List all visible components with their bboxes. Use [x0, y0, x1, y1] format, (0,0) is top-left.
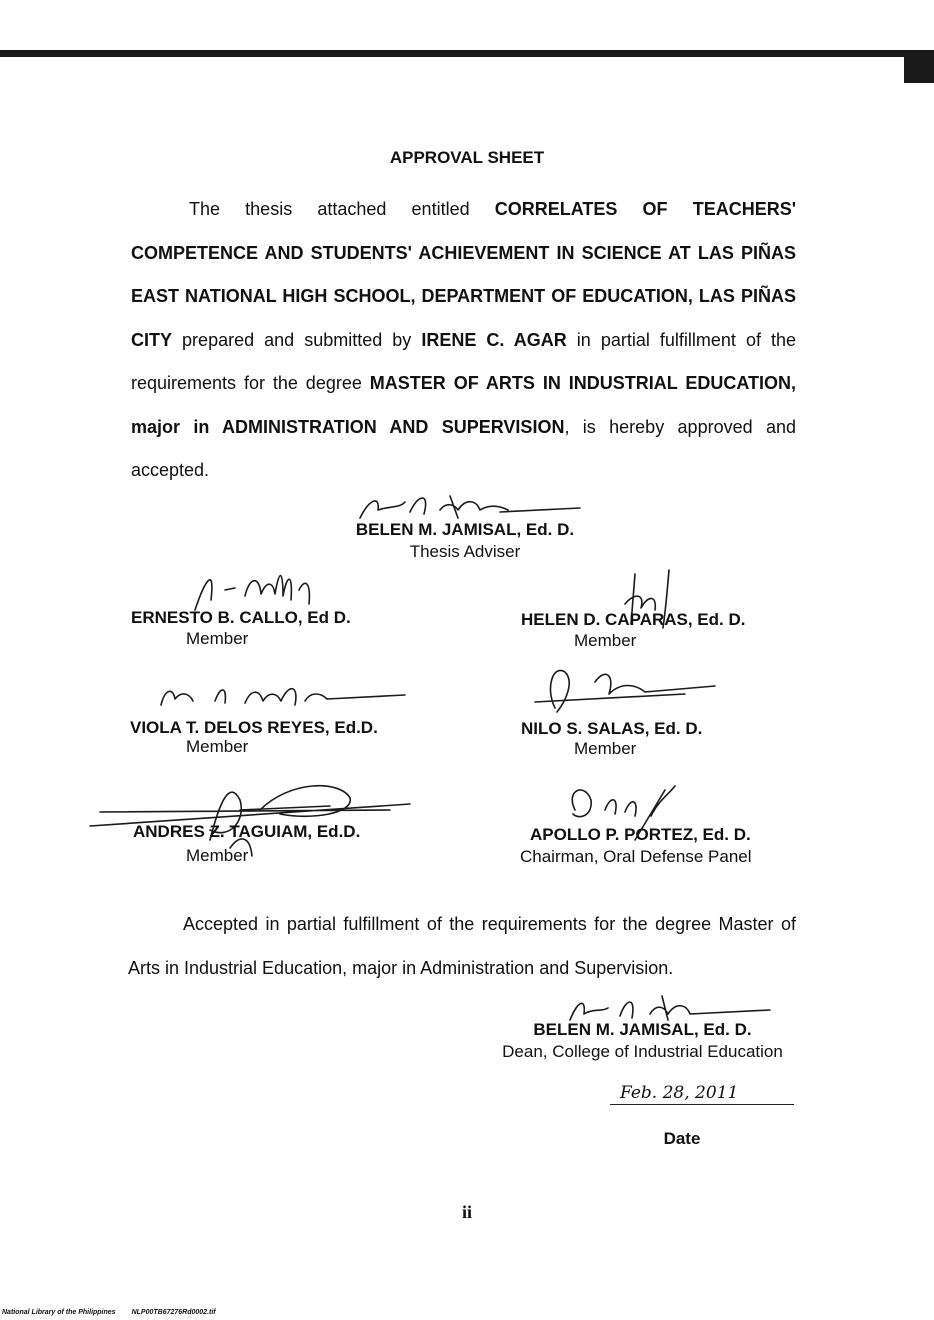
body-text-2: prepared and submitted by [172, 329, 422, 350]
body-text-3: in partial fulfillment of the requirements for the degree [131, 329, 797, 393]
panel-role-taguiam: Member [186, 846, 249, 865]
panel-role-salas: Member [574, 739, 637, 758]
panel-role-portez: Chairman, Oral Defense Panel [520, 847, 752, 866]
panel-name-caparas: HELEN D. CAPARAS, Ed. D. [521, 610, 746, 629]
author-name: IRENE C. AGAR [421, 329, 567, 350]
acceptance-paragraph [128, 902, 796, 990]
page-number: ii [461, 1202, 472, 1222]
scan-border-corner [904, 57, 934, 83]
adviser-role: Thesis Adviser [409, 542, 521, 561]
signed-date: Feb. 28, 2011 [620, 1083, 739, 1103]
footer-library: National Library of the Philippines [2, 1309, 116, 1316]
panel-name-salas: NILO S. SALAS, Ed. D. [521, 719, 703, 738]
footer-filename: NLP00TB67276Rd0002.tif [131, 1309, 216, 1316]
thesis-title: CORRELATES OF TEACHERS' COMPETENCE AND STUDENTS' ACHIEVEMENT IN SCIENCE AT LAS PIÑAS EAST NATIONAL HIGH SCHOOL, DEPARTMENT OF EDUCATION, LAS PIÑAS CITY [131, 199, 796, 350]
date-line [610, 1104, 794, 1105]
panel-name-portez: APOLLO P. PORTEZ, Ed. D. [530, 825, 751, 844]
body-text-1: The thesis attached entitled [189, 199, 495, 219]
dean-role: Dean, College of Industrial Education [502, 1042, 783, 1061]
panel-role-caparas: Member [574, 631, 637, 650]
panel-name-delos-reyes: VIOLA T. DELOS REYES, Ed.D. [130, 718, 378, 737]
dean-name: BELEN M. JAMISAL, Ed. D. [533, 1020, 752, 1039]
panel-role-callo: Member [186, 629, 249, 648]
panel-role-delos-reyes: Member [186, 737, 249, 756]
acceptance-text: Accepted in partial fulfillment of the requirements for the degree Master of Arts in Industrial Education, major in Administration and Supervision. [128, 914, 796, 978]
panel-name-taguiam: ANDRES Z. TAGUIAM, Ed.D. [133, 822, 361, 841]
page-title: APPROVAL SHEET [389, 148, 545, 167]
panel-name-callo: ERNESTO B. CALLO, Ed D. [131, 608, 351, 627]
degree-name: MASTER OF ARTS IN INDUSTRIAL EDUCATION, major in ADMINISTRATION AND SUPERVISION [131, 373, 796, 437]
scan-footer [2, 1309, 232, 1316]
body-text-4: , is hereby approved and accepted. [131, 416, 796, 480]
taguiam-signature [90, 770, 425, 860]
scan-border-top [0, 50, 934, 57]
salas-signature [525, 658, 725, 718]
delos-reyes-signature [155, 675, 415, 715]
date-label: Date [663, 1129, 701, 1148]
adviser-name: BELEN M. JAMISAL, Ed. D. [355, 520, 575, 539]
approval-paragraph [131, 188, 796, 493]
